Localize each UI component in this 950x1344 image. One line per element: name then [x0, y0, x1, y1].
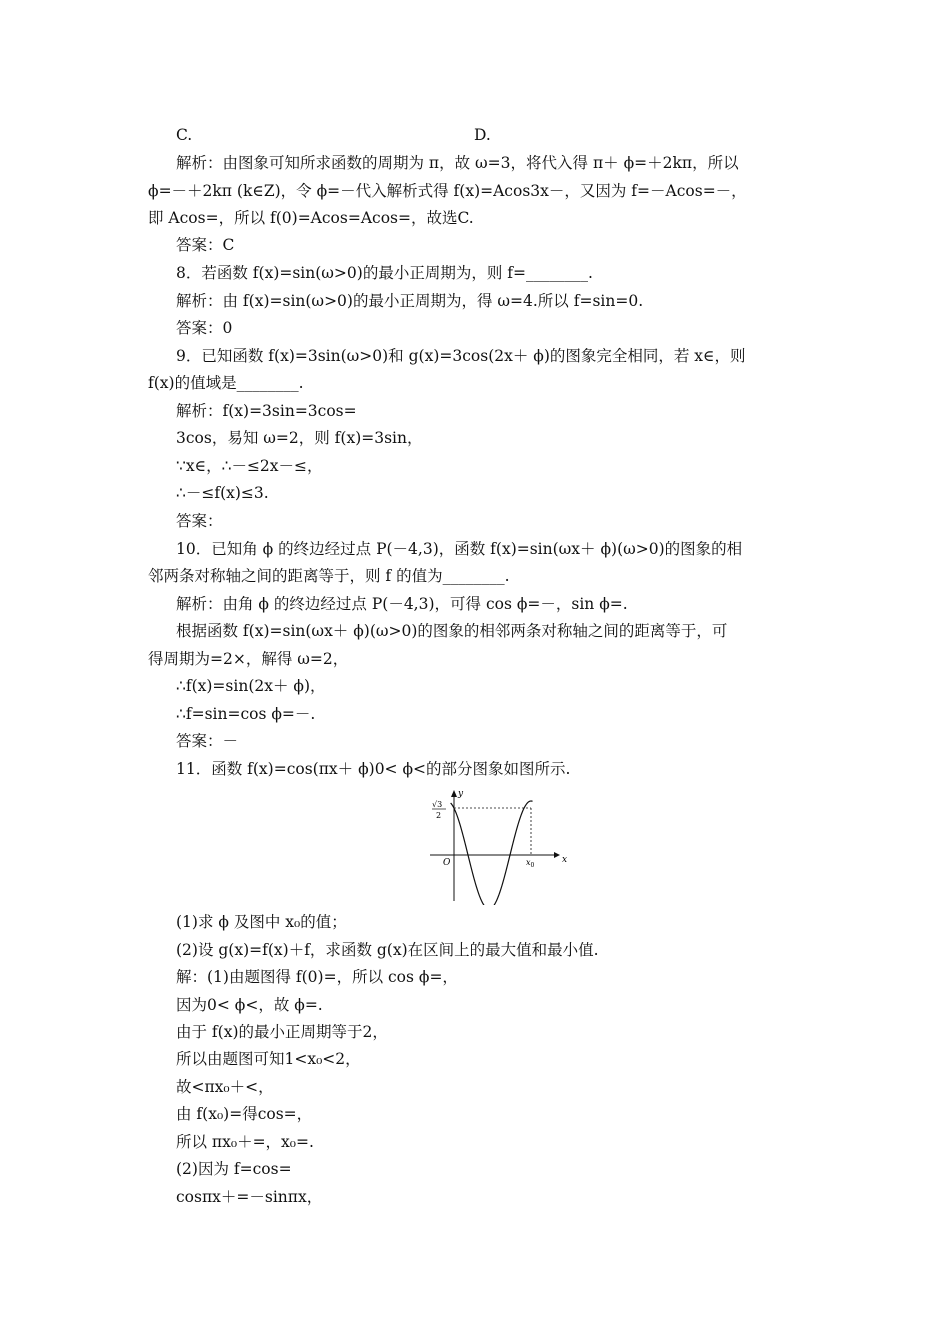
text-line: ϕ=－＋2kπ (k∈Z)，令 ϕ=－代入解析式得 f(x)=Acos3x－，又因为 f=－Acos=－，: [148, 182, 747, 200]
root3-label: √3: [432, 800, 443, 809]
two-label: 2: [436, 811, 442, 820]
option-d: D.: [474, 126, 491, 144]
answer-line: 答案：: [176, 512, 223, 530]
question-11: 11．函数 f(x)=cos(πx＋ ϕ)0< ϕ<的部分图象如图所示.: [176, 760, 571, 778]
text-line: 由 f(x₀)=得cos=，: [176, 1105, 313, 1123]
answer-line: 答案：C: [176, 236, 235, 254]
text-line: 解析：由图象可知所求函数的周期为 π，故 ω=3，将代入得 π＋ ϕ=＋2kπ，所以: [176, 154, 739, 172]
y-axis-label: y: [458, 789, 464, 799]
text-line: f(x)的值域是________.: [148, 374, 304, 392]
origin-label: O: [443, 858, 451, 868]
text-line: 3cos，易知 ω=2，则 f(x)=3sin，: [176, 429, 423, 447]
text-line: 由于 f(x)的最小正周期等于2，: [176, 1023, 388, 1041]
text-line: (2)设 g(x)=f(x)＋f，求函数 g(x)在区间上的最大值和最小值.: [176, 941, 599, 959]
y-axis-arrow: [451, 790, 457, 797]
text-line: 因为0< ϕ<，故 ϕ=.: [176, 996, 323, 1014]
cosine-graph-figure: [418, 785, 568, 905]
text-line: 所以由题图可知1<x₀<2，: [176, 1050, 361, 1068]
text-line: ∴f(x)=sin(2x＋ ϕ)，: [176, 677, 326, 695]
text-line: ∵x∈，∴－≤2x－≤，: [176, 457, 323, 475]
text-line: 故<πx₀＋<，: [176, 1078, 274, 1096]
text-line: 解析：由 f(x)=sin(ω>0)的最小正周期为，得 ω=4.所以 f=sin=0.: [176, 292, 644, 310]
solution-line: 解：(1)由题图得 f(0)=，所以 cos ϕ=，: [176, 968, 458, 986]
text-line: 邻两条对称轴之间的距离等于，则 f 的值为________.: [148, 567, 510, 585]
question-9: 9．已知函数 f(x)=3sin(ω>0)和 g(x)=3cos(2x＋ ϕ)的图象完全相同，若 x∈，则: [176, 347, 746, 365]
question-8: 8．若函数 f(x)=sin(ω>0)的最小正周期为，则 f=________.: [176, 264, 593, 282]
text-line: 解析：f(x)=3sin=3cos=: [176, 402, 357, 420]
text-line: 得周期为=2×，解得 ω=2，: [148, 650, 349, 668]
x-axis-arrow: [554, 852, 560, 858]
answer-line: 答案：0: [176, 319, 233, 337]
text-line: 解析：由角 ϕ 的终边经过点 P(－4,3)，可得 cos ϕ=－，sin ϕ=.: [176, 595, 628, 613]
text-line: (2)因为 f=cos=: [176, 1160, 292, 1178]
option-c: C.: [176, 126, 193, 144]
text-line: (1)求 ϕ 及图中 x₀的值；: [176, 913, 347, 931]
text-line: ∴－≤f(x)≤3.: [176, 484, 269, 502]
x0-label: $x_0$: [526, 858, 535, 869]
text-line: cosπx＋=－sinπx，: [176, 1188, 323, 1206]
text-line: 即 Acos=，所以 f(0)=Acos=Acos=，故选C.: [148, 209, 474, 227]
x-axis-label: x: [562, 855, 568, 865]
answer-line: 答案：－: [176, 732, 239, 750]
text-line: 根据函数 f(x)=sin(ωx＋ ϕ)(ω>0)的图象的相邻两条对称轴之间的距离等于，可: [176, 622, 728, 640]
question-10: 10．已知角 ϕ 的终边经过点 P(－4,3)，函数 f(x)=sin(ωx＋ ϕ)(ω>0)的图象的相: [176, 540, 743, 558]
cosine-curve: [451, 801, 533, 905]
text-line: 所以 πx₀＋=，x₀=.: [176, 1133, 314, 1151]
text-line: ∴f=sin=cos ϕ=－.: [176, 705, 316, 723]
